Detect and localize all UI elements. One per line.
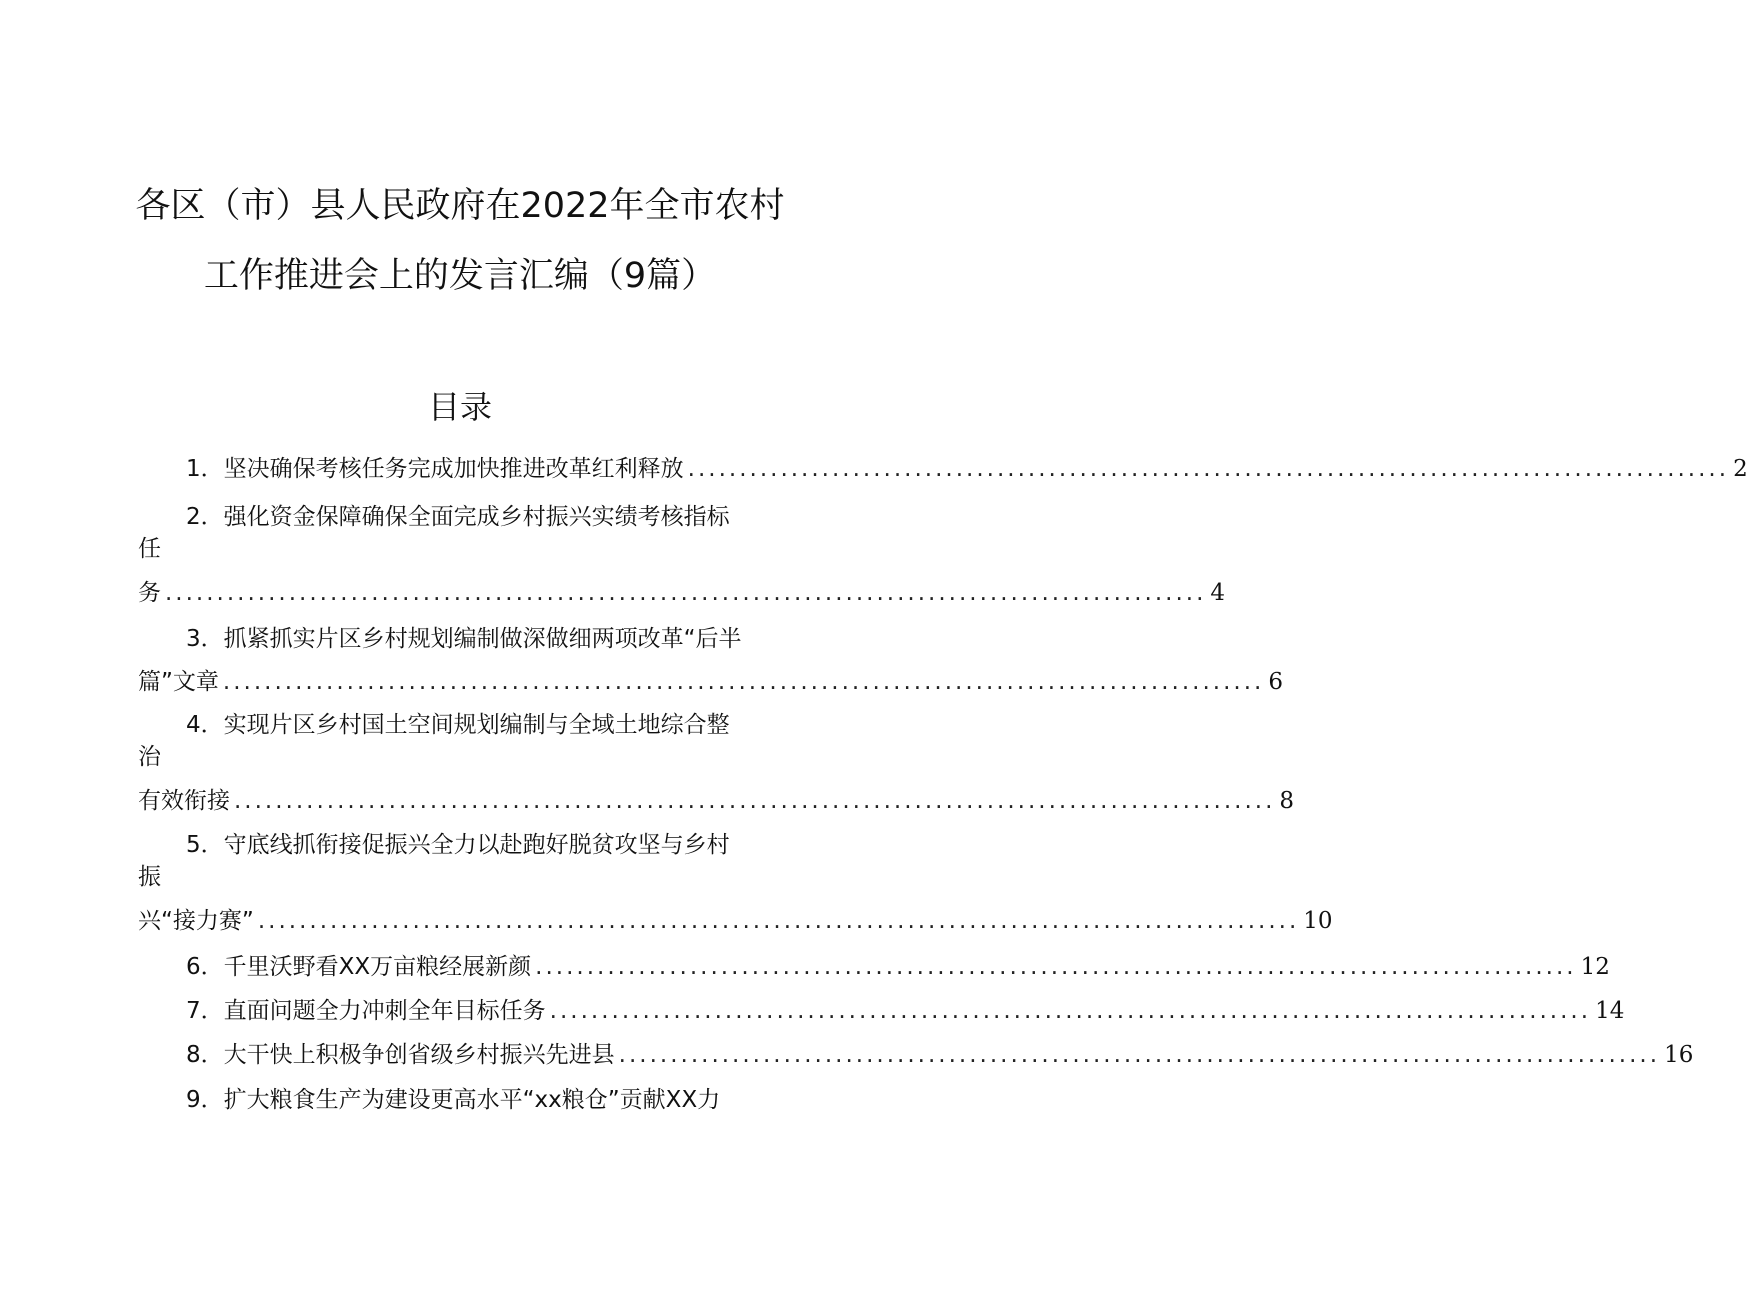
toc-entry-3-tail: 篇”文章 bbox=[138, 669, 219, 695]
toc-entry-3-page: 6 bbox=[1268, 669, 1283, 695]
toc-entry-2-line-3[interactable] bbox=[138, 578, 1226, 608]
toc-entry-3-line-1[interactable]: 3．抓紧抓实片区乡村规划编制做深做细两项改革“后半 bbox=[186, 626, 742, 652]
toc-entry-4-line-2[interactable]: 治 bbox=[138, 744, 161, 770]
toc-entry-6[interactable] bbox=[138, 952, 1610, 982]
toc-leader-dots: ..................................................................................................... bbox=[535, 954, 1577, 980]
toc-entry-6-title: 6．千里沃野看XX万亩粮经展新颜 bbox=[186, 954, 532, 980]
toc-entry-8[interactable] bbox=[138, 1040, 1694, 1070]
toc-entry-6-page: 12 bbox=[1580, 954, 1610, 980]
toc-leader-dots: ..................................................................................................... bbox=[549, 998, 1592, 1024]
toc-leader-dots: ..................................................................................................... bbox=[234, 788, 1276, 814]
toc-entry-3-line-2[interactable] bbox=[138, 667, 1283, 697]
toc-entry-4-line-1[interactable]: 4．实现片区乡村国土空间规划编制与全域土地综合整 bbox=[186, 712, 730, 738]
toc-entry-4-line-3[interactable] bbox=[138, 786, 1295, 816]
toc-entry-5-line-1[interactable]: 5．守底线抓衔接促振兴全力以赴跑好脱贫攻坚与乡村 bbox=[186, 832, 730, 858]
document-title-line-1: 各区（市）县人民政府在2022年全市农村 bbox=[135, 186, 785, 226]
toc-entry-5-line-3[interactable] bbox=[138, 906, 1333, 936]
toc-entry-1[interactable] bbox=[138, 454, 1748, 484]
toc-entry-2-page: 4 bbox=[1210, 580, 1226, 606]
toc-heading: 目录 bbox=[427, 388, 492, 426]
toc-leader-dots: ..................................................................................................... bbox=[687, 456, 1730, 482]
document-title-line-2: 工作推进会上的发言汇编（9篇） bbox=[203, 256, 717, 296]
toc-entry-9-line-1[interactable]: 9．扩大粮食生产为建设更高水平“xx粮仓”贡献XX力 bbox=[186, 1087, 721, 1113]
toc-entry-1-title: 1．坚决确保考核任务完成加快推进改革红利释放 bbox=[186, 456, 684, 482]
toc-entry-5-tail: 兴“接力赛” bbox=[138, 908, 254, 934]
toc-leader-dots: ..................................................................................................... bbox=[257, 908, 1300, 934]
toc-entry-7[interactable] bbox=[138, 996, 1625, 1026]
toc-entry-2-tail: 务 bbox=[138, 580, 161, 606]
toc-entry-2-line-2[interactable]: 任 bbox=[138, 536, 161, 562]
toc-leader-dots: ..................................................................................................... bbox=[165, 580, 1207, 606]
toc-entry-1-page: 2 bbox=[1733, 456, 1748, 482]
toc-entry-2-line-1[interactable]: 2．强化资金保障确保全面完成乡村振兴实绩考核指标 bbox=[186, 504, 730, 530]
toc-entry-7-page: 14 bbox=[1595, 998, 1625, 1024]
toc-entry-4-tail: 有效衔接 bbox=[138, 788, 230, 814]
toc-entry-5-line-2[interactable]: 振 bbox=[138, 864, 161, 890]
toc-entry-7-title: 7．直面问题全力冲刺全年目标任务 bbox=[186, 998, 546, 1024]
toc-entry-8-page: 16 bbox=[1664, 1042, 1694, 1068]
toc-entry-4-page: 8 bbox=[1279, 788, 1295, 814]
toc-leader-dots: ..................................................................................................... bbox=[618, 1042, 1661, 1068]
toc-leader-dots: ..................................................................................................... bbox=[222, 669, 1265, 695]
toc-entry-8-title: 8．大干快上积极争创省级乡村振兴先进县 bbox=[186, 1042, 615, 1068]
toc-entry-5-page: 10 bbox=[1303, 908, 1333, 934]
